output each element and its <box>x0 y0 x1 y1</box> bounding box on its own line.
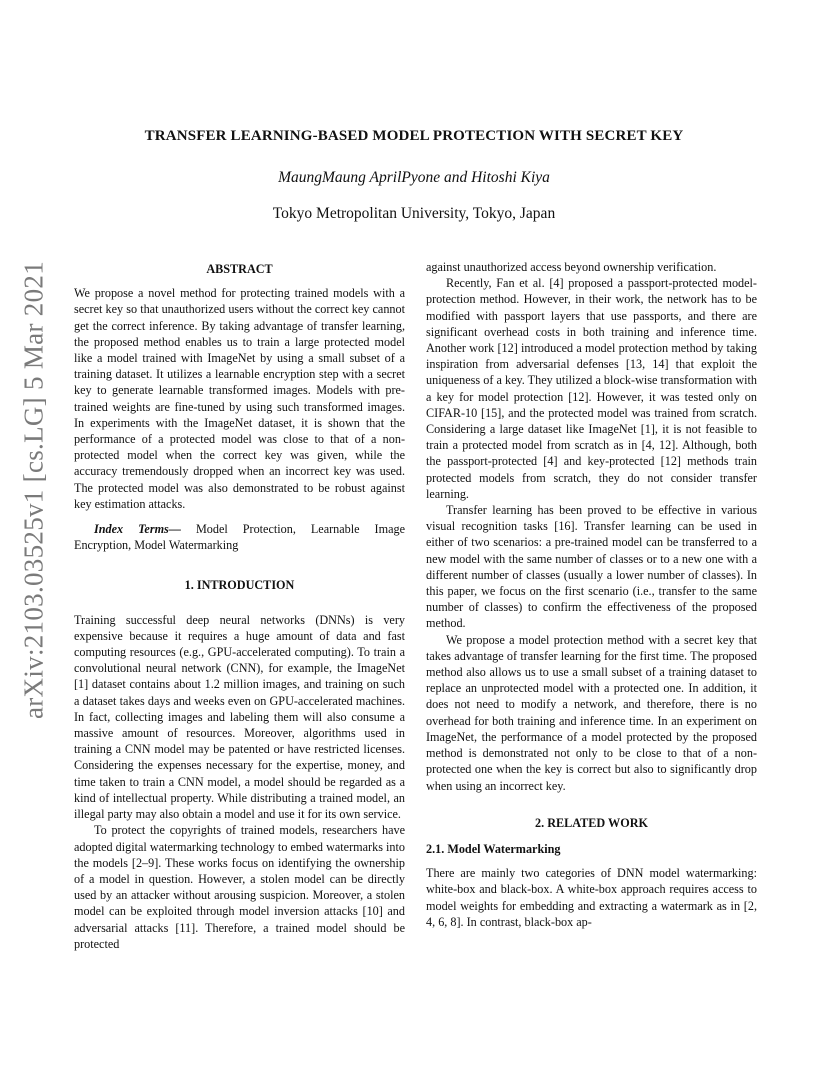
index-terms-label: Index Terms— <box>94 522 181 537</box>
related-work-heading: 2. RELATED WORK <box>535 815 648 830</box>
paper-title: TRANSFER LEARNING-BASED MODEL PROTECTION WITH SECRET KEY <box>144 128 684 144</box>
paper-affiliation: Tokyo Metropolitan University, Tokyo, Japan <box>272 205 556 222</box>
introduction-heading: 1. INTRODUCTION <box>184 578 295 593</box>
introduction-paragraph-4: Recently, Fan et al. [4] proposed a passport-protected model-protection method. However, in their work, the network has to be modified with passport layers that use passports, and there are significant overhead costs in both training and inference time. Another work [12] introduced a model protection method by taking inspiration from adversarial defenses [13, 14] that exploit the uniqueness of a key. They utilized a block-wise transformation with a key for model protection [12]. However, it was tested only on CIFAR-10 [15], and the protected model was trained from scratch. Considering a large dataset like ImageNet [1], it is not feasible to train a protected model from scratch as in [4, 12]. Although, both the passport-protected [4] and key-protected [12] methods train protected models from scratch, they do not consider transfer learning. <box>426 276 757 501</box>
index-terms-text: Model Protection, Learnable Image Encryption, Model Watermarking <box>74 522 405 553</box>
model-watermarking-subheading: 2.1. Model Watermarking <box>426 841 561 856</box>
introduction-paragraph-6: We propose a model protection method with a secret key that takes advantage of transfer learning for the first time. The proposed method also allows us to use a small subset of a training dataset to replace an unprotected model with a protected one. In addition, it does not need to modify a network, and therefore, there is no overhead for both training and inference time. In an experiment on ImageNet, the performance of a model protected by the proposed method is demonstrated not only to be close to that of a non-protected one when the key is correct but also to significantly drop when using an incorrect key. <box>426 632 757 793</box>
introduction-paragraph-3: against unauthorized access beyond ownership verification. <box>426 260 717 274</box>
introduction-paragraph-1: Training successful deep neural networks (DNNs) is very expensive because it requires a huge amount of data and fast computing resources (e.g., GPU-accelerated computing). To train a convolutional neural network (CNN), for example, the ImageNet [1] dataset contains about 1.2 million images, and training on such a dataset takes days and weeks even on GPU-accelerated machines. In fact, collecting images and labeling them will also consume a massive amount of resources. Moreover, algorithms used in training a CNN model may be patented or have restricted licenses. Considering the expenses necessary for the expertise, money, and time taken to train a CNN model, a model should be regarded as a kind of intellectual property. While distributing a trained model, an illegal party may also obtain a model and use it for its own service. <box>74 612 405 822</box>
introduction-paragraph-5: Transfer learning has been proved to be effective in various visual recognition tasks [16]. Transfer learning can be used in either of two scenarios: a pre-trained model can be transferred to a new model with the same number of classes or to a new one with a different number of classes (usually a lower number of classes). In this paper, we focus on the first scenario (i.e., transfer to the same number of classes) to confirm the effectiveness of the proposed method. <box>426 503 757 631</box>
related-work-paragraph-1: There are mainly two categories of DNN model watermarking: white-box and black-box. A white-box approach requires access to model weights for embedding and extracting a watermark as in [2, 4, 6, 8]. In contrast, black-box ap- <box>426 866 757 929</box>
arxiv-identifier-stamp <box>16 260 52 720</box>
abstract-heading: ABSTRACT <box>206 262 273 276</box>
right-column <box>426 259 757 930</box>
paper-authors: MaungMaung AprilPyone and Hitoshi Kiya <box>278 169 550 186</box>
arxiv-identifier-text: arXiv:2103.03525v1 [cs.LG] 5 Mar 2021 <box>18 260 49 720</box>
introduction-paragraph-2: To protect the copyrights of trained models, researchers have adopted digital watermarking technology to embed watermarks into the models [2–9]. These works focus on identifying the ownership of a model in question. However, a stolen model can be directly used by an attacker without arousing suspicion. Moreover, a stolen model can be exploited through model inversion attacks [10] and adversarial attacks [11]. Therefore, a trained model should be protected <box>74 823 405 951</box>
left-column <box>74 259 405 952</box>
index-terms <box>74 521 405 553</box>
abstract-text: We propose a novel method for protecting trained models with a secret key so that unauthorized users without the correct key cannot get the correct inference. By taking advantage of transfer learning, the proposed method enables us to train a large protected model like a model trained with ImageNet by using a small subset of a training dataset. It utilizes a learnable encryption step with a secret key to generate learnable transformed images. Models with pre-trained weights are fine-tuned by using such transformed images. In experiments with the ImageNet dataset, it is shown that the performance of a protected model was close to that of a non-protected model when the correct key was given, while the accuracy tremendously dropped when an incorrect key was used. The protected model was also demonstrated to be robust against key estimation attacks. <box>74 286 405 511</box>
